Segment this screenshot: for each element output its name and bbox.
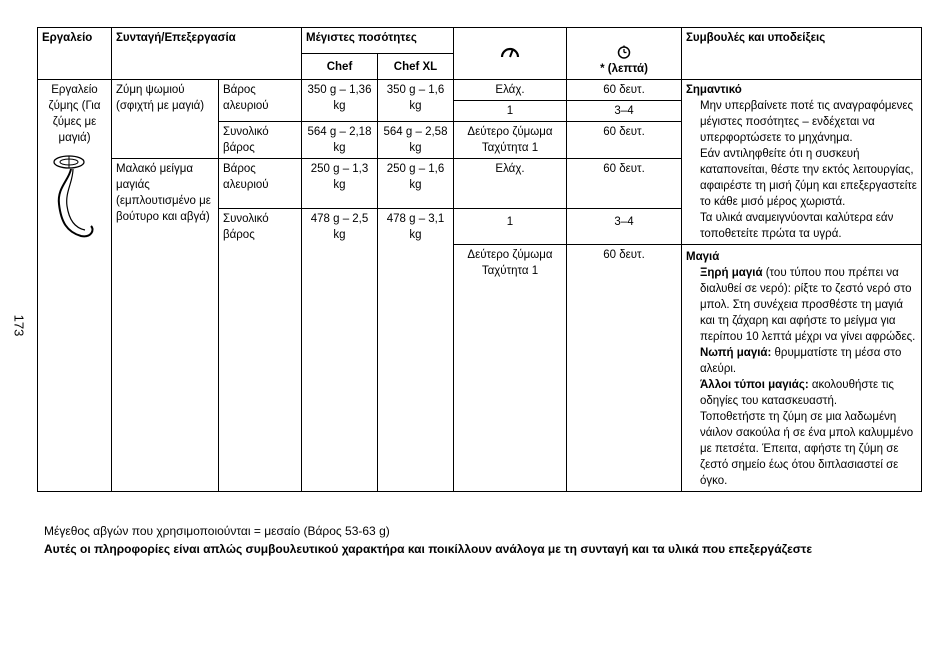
time-1a: 60 δευτ. [567,80,682,101]
chefxl-total-1: 564 g – 2,58 kg [378,122,454,159]
important-text-2: Εάν αντιληφθείτε ότι η συσκευή καταπονείται, θέστε την εκτός λειτουργίας, αφαιρέστε τη μισή ζύμη και επεξεργαστείτε το κάθε μισό μέρος χωριστά. [700,148,917,208]
fresh-yeast-label: Νωπή μαγιά: [700,347,772,359]
measure-flour-1: Βάρος αλευριού [219,80,302,122]
chef-flour-2: 250 g – 1,3 kg [302,159,378,209]
measure-total-2: Συνολικό βάρος [219,208,302,492]
speed-2b: 1 [454,208,567,245]
other-yeast-label: Άλλοι τύποι μαγιάς: [700,379,809,391]
speed-1a: Ελάχ. [454,80,567,101]
header-chef-xl: Chef XL [378,54,454,80]
chef-total-2: 478 g – 2,5 kg [302,208,378,492]
page-number: 173 [11,314,27,337]
header-tips: Συμβουλές και υποδείξεις [682,28,922,80]
dry-yeast-text: (του τύπου που πρέπει να διαλυθεί σε νερό): ρίξτε το ζεστό νερό στο μπολ. Στη συνέχεια προσθέστε τη μαγιά και τη ζάχαρη και αφήστε το μείγμα για περίπου 10 λεπτά μέχρι να γίνει αφρώδες. [700,267,916,343]
chefxl-flour-1: 350 g – 1,6 kg [378,80,454,122]
chef-flour-1: 350 g – 1,36 kg [302,80,378,122]
measure-total-1: Συνολικό βάρος [219,122,302,159]
time-1b: 3–4 [567,101,682,122]
time-1c: 60 δευτ. [567,122,682,159]
other-yeast-text: ακολουθήστε τις οδηγίες του κατασκευαστή. [700,379,894,407]
time-2c: 60 δευτ. [567,245,682,492]
tips-important [682,80,922,245]
chefxl-total-2: 478 g – 3,1 kg [378,208,454,492]
tool-cell [38,80,112,492]
dry-yeast-label: Ξηρή μαγιά [700,267,763,279]
recipe-soft-yeast: Μαλακό μείγμα μαγιάς (εμπλουτισμένο με βούτυρο και αβγά) [112,159,219,492]
header-recipe: Συνταγή/Επεξεργασία [112,28,302,80]
dry-yeast-para [686,265,917,345]
header-speed [454,28,567,80]
speed-1b: 1 [454,101,567,122]
tool-label: Εργαλείο ζύμης (Για ζύμες με μαγιά) [48,84,101,144]
header-time-label: * (λεπτά) [600,63,648,75]
chefxl-flour-2: 250 g – 1,6 kg [378,159,454,209]
final-para: Τοποθετήστε τη ζύμη σε μια λαδωμένη νάιλον σακούλα ή σε ένα μπολ καλυμμένο με πετσέτα. Έπειτα, αφήστε τη ζύμη σε ζεστό σημείο έως ότου διπλασιαστεί σε όγκο. [700,411,914,487]
fresh-yeast-para [686,345,917,377]
important-title: Σημαντικό [686,84,742,96]
footnote: Μέγεθος αβγών που χρησιμοποιούνται = μεσαίο (Βάρος 53-63 g) [44,524,390,538]
header-max-qty: Μέγιστες ποσότητες [302,28,454,54]
header-time [567,28,682,80]
speed-1c: Δεύτερο ζύμωμα Ταχύτητα 1 [454,122,567,159]
time-2a: 60 δευτ. [567,159,682,209]
yeast-title: Μαγιά [686,251,720,263]
timer-icon [617,45,631,59]
recipe-bread: Ζύμη ψωμιού (σφιχτή με μαγιά) [112,80,219,159]
disclaimer: Αυτές οι πληροφορίες είναι απλώς συμβουλευτικού χαρακτήρα και ποικίλλουν ανάλογα με τη συνταγή και τα υλικά που επεξεργάζεστε [44,542,813,556]
time-2b: 3–4 [567,208,682,245]
tips-yeast [682,245,922,492]
chef-total-1: 564 g – 2,18 kg [302,122,378,159]
recipe-table [37,27,922,492]
speed-gauge-icon [499,43,521,59]
important-text-3: Τα υλικά αναμειγνύονται καλύτερα εάν τοποθετείτε πρώτα τα υγρά. [700,212,894,240]
measure-flour-2: Βάρος αλευριού [219,159,302,209]
speed-2c: Δεύτερο ζύμωμα Ταχύτητα 1 [454,245,567,492]
header-chef: Chef [302,54,378,80]
header-tool: Εργαλείο [38,28,112,80]
fresh-yeast-text: θρυμματίστε τη μέσα στο αλεύρι. [700,347,902,375]
speed-2a: Ελάχ. [454,159,567,209]
important-text-1: Μην υπερβαίνετε ποτέ τις αναγραφόμενες μέγιστες ποσότητες – ενδέχεται να υπερφορτώσετε το μηχάνημα. [700,100,914,144]
dough-hook-icon [47,152,103,242]
other-yeast-para [686,377,917,409]
